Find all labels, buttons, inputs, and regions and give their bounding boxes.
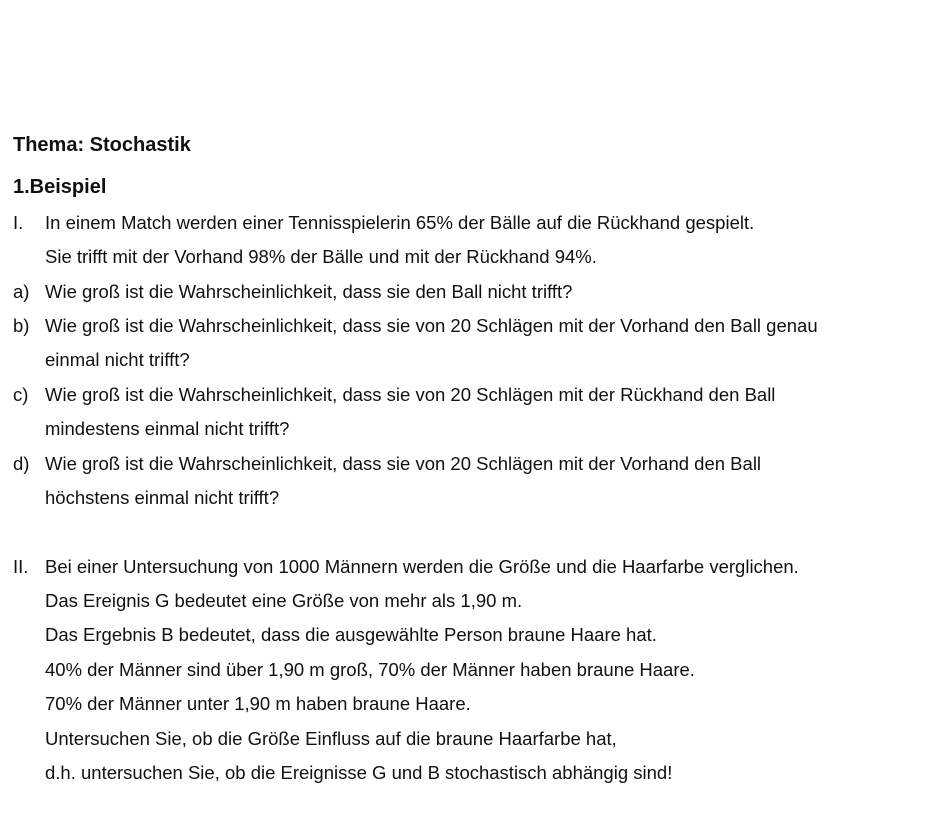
question-a-marker: a)	[13, 281, 30, 302]
question-b-text-1: Wie groß ist die Wahrscheinlichkeit, dass sie von 20 Schlägen mit der Vorhand den Ball genau	[45, 315, 818, 336]
part1-intro-text-1: In einem Match werden einer Tennisspielerin 65% der Bälle auf die Rückhand gespielt.	[45, 212, 755, 233]
part1-intro-text-2: Sie trifft mit der Vorhand 98% der Bälle und mit der Rückhand 94%.	[45, 246, 597, 267]
example-heading: 1.Beispiel	[13, 176, 107, 198]
question-b-text-2: einmal nicht trifft?	[45, 349, 190, 370]
question-d-text-2: höchstens einmal nicht trifft?	[45, 487, 280, 508]
part2-text-5: 70% der Männer unter 1,90 m haben braune Haare.	[45, 693, 471, 714]
question-d-marker: d)	[13, 453, 30, 474]
part2-marker: II.	[13, 556, 29, 577]
part2-text-2: Das Ereignis G bedeutet eine Größe von mehr als 1,90 m.	[45, 590, 523, 611]
question-c-text-2: mindestens einmal nicht trifft?	[45, 418, 290, 439]
part2-text-3: Das Ergebnis B bedeutet, dass die ausgewählte Person braune Haare hat.	[45, 624, 657, 645]
part1-marker: I.	[13, 212, 24, 233]
question-d-text-1: Wie groß ist die Wahrscheinlichkeit, dass sie von 20 Schlägen mit der Vorhand den Ball	[45, 453, 762, 474]
part2-text-1: Bei einer Untersuchung von 1000 Männern werden die Größe und die Haarfarbe verglichen.	[45, 556, 799, 577]
question-b-marker: b)	[13, 315, 30, 336]
question-a-text-1: Wie groß ist die Wahrscheinlichkeit, dass sie den Ball nicht trifft?	[45, 281, 573, 302]
question-c-marker: c)	[13, 384, 29, 405]
question-c-text-1: Wie groß ist die Wahrscheinlichkeit, dass sie von 20 Schlägen mit der Rückhand den Ball	[45, 384, 776, 405]
part2-text-7: d.h. untersuchen Sie, ob die Ereignisse G und B stochastisch abhängig sind!	[45, 762, 673, 783]
part2-text-4: 40% der Männer sind über 1,90 m groß, 70% der Männer haben braune Haare.	[45, 659, 695, 680]
part2-text-6: Untersuchen Sie, ob die Größe Einfluss auf die braune Haarfarbe hat,	[45, 728, 617, 749]
topic-heading: Thema: Stochastik	[13, 134, 191, 156]
